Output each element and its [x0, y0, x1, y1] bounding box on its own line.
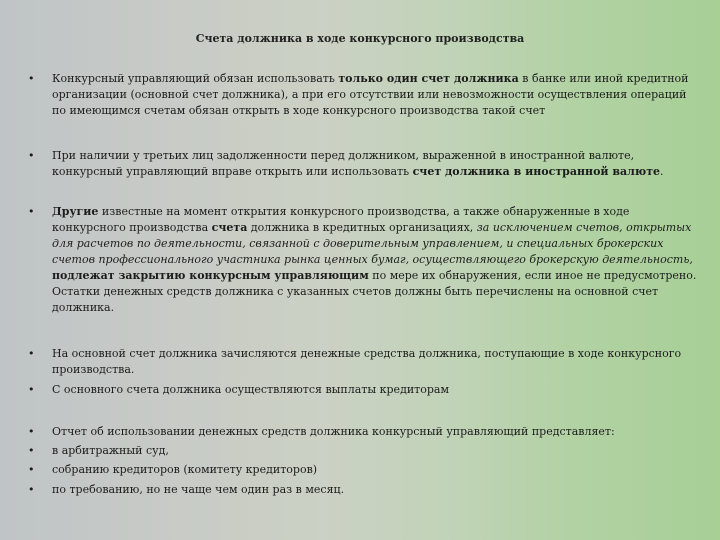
text-segment: .	[660, 165, 664, 178]
bullet-main-account-credit: На основной счет должника зачисляются денежные средства должника, поступающие в ходе конкурсного производства.	[52, 347, 682, 376]
text-bold: подлежат закрытию конкурсным управляющим	[52, 269, 369, 282]
text-bold: только один счет должника	[338, 72, 519, 85]
bullet-marker: •	[28, 149, 35, 162]
bullet-marker: •	[28, 444, 35, 457]
bullet-report: Отчет об использовании денежных средств должника конкурсный управляющий представляет:	[52, 425, 615, 438]
bullet-arbitration-court: в арбитражный суд,	[52, 444, 169, 457]
text-bold: Другие	[52, 205, 99, 218]
text-segment: При наличии у третьих лиц задолженности перед должником, выраженной в иностранной валюте, конкурсный управляющий вправе открыть или использовать	[52, 149, 635, 178]
bullet-main-account-debit: С основного счета должника осуществляются выплаты кредиторам	[52, 383, 450, 396]
bullet-marker: •	[28, 347, 35, 360]
bullet-on-request: по требованию, но не чаще чем один раз в месяц.	[52, 483, 345, 496]
bullet-creditors-meeting: собранию кредиторов (комитету кредиторов)	[52, 463, 318, 476]
text-segment: должника в кредитных организациях,	[247, 221, 477, 234]
bullet-marker: •	[28, 383, 35, 396]
bullet-marker: •	[28, 483, 35, 496]
text-segment: Конкурсный управляющий обязан использовать	[52, 72, 339, 85]
bullet-marker: •	[28, 205, 35, 218]
bullet-foreign-currency	[52, 148, 702, 180]
text-italic: за исключением счетов, открытых для расчетов по деятельности, связанной с доверительным управлением, и специальных брокерских счетов профессионального участника рынка ценных бумаг, осуществляющего брокерскую деятельность,	[52, 221, 693, 266]
text-segment: в банке или иной кредитной организации (основной счет должника), а при его отсутствии или невозможности осуществления операций по имеющимся счетам обязан открыть в ходе конкурсного производства такой счет	[52, 72, 689, 117]
text-segment: по мере их обнаружения, если иное не предусмотрено. Остатки денежных средств должника с указанных счетов должны быть перечислены на основной счет должника.	[52, 269, 697, 314]
text-bold: счета	[211, 221, 248, 234]
bullet-marker: •	[28, 463, 35, 476]
bullet-other-accounts	[52, 204, 702, 316]
slide-title: Счета должника в ходе конкурсного производства	[195, 32, 525, 45]
bullet-marker: •	[28, 72, 35, 85]
text-segment: известные на момент открытия конкурсного производства, а также обнаруженные в ходе конкурсного производства	[52, 205, 630, 234]
bullet-single-account	[52, 71, 702, 119]
text-bold: счет должника в иностранной валюте	[412, 165, 661, 178]
bullet-marker: •	[28, 425, 35, 438]
